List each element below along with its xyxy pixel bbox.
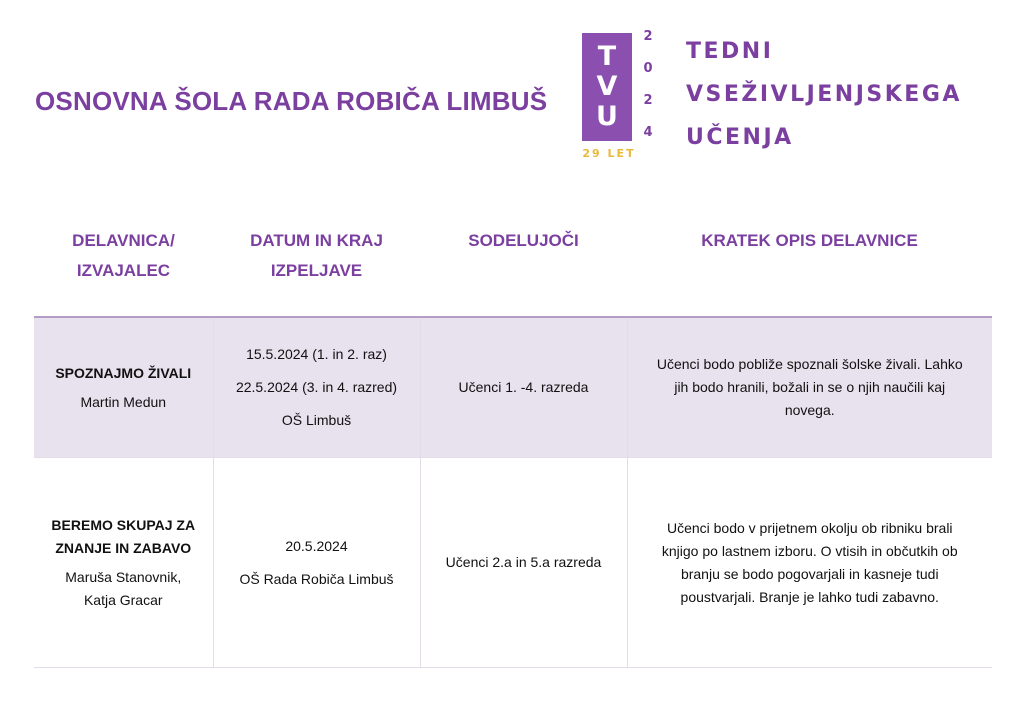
description-cell: Učenci bodo pobliže spoznali šolske živali. Lahko jih bodo hranili, božali in se o njih naučili kaj novega. [627,317,992,458]
logo-letter: U [596,101,618,132]
brand-line: UČENJA [686,125,794,150]
header-date-place: DATUM IN KRAJ IZPELJAVE [213,210,420,317]
date-place-cell [213,458,420,668]
table-row [34,458,992,668]
place-line: OŠ Limbuš [281,412,352,428]
header-workshop: DELAVNICA/ IZVAJALEC [34,210,213,317]
logo-year-digit: 4 [643,125,653,140]
logo-letter: T [597,41,617,72]
logo-subtitle: 29 LET [582,147,636,160]
workshop-table [34,210,992,668]
header-participants: SODELUJOČI [420,210,627,317]
logo-letter: V [596,71,618,102]
logo-year-digit: 2 [643,29,653,44]
date-line: 20.5.2024 [285,537,348,554]
workshop-cell [34,458,213,668]
participants-cell: Učenci 1. -4. razreda [420,317,627,458]
brand-line: TEDNI [686,39,774,64]
description-cell: Učenci bodo v prijetnem okolju ob ribniku brali knjigo po lastnem izboru. O vtisih in občutkih ob branju se bodo pogovarjali in kasneje tudi poustvarjali. Branje je lahko tudi zabavno. [627,458,992,668]
brand-line: VSEŽIVLJENJSKEGA [686,82,962,107]
workshop-name: BEREMO SKUPAJ ZA [51,516,196,533]
workshop-name: SPOZNAJMO ŽIVALI [55,364,192,381]
presenter: Maruša Stanovnik, [65,568,182,585]
date-place-cell [213,317,420,458]
workshop-name: ZNANJE IN ZABAVO [55,539,192,556]
participants-cell: Učenci 2.a in 5.a razreda [420,458,627,668]
date-line: 15.5.2024 (1. in 2. raz) [246,346,387,362]
logo-year [641,30,655,158]
date-line: 22.5.2024 (3. in 4. razred) [235,379,398,395]
workshop-cell [34,317,213,458]
table-row [34,317,992,458]
presenter: Katja Gracar [83,591,163,608]
logo-year-digit: 2 [643,93,653,108]
school-title: OSNOVNA ŠOLA RADA ROBIČA LIMBUŠ [35,86,548,116]
header-description: KRATEK OPIS DELAVNICE [627,210,992,317]
brand-title [686,30,962,159]
logo-year-digit: 0 [643,61,653,76]
presenter: Martin Medun [80,393,167,410]
place-line: OŠ Rada Robiča Limbuš [239,570,394,587]
table-header-row [34,210,992,317]
tvu-logo [582,33,632,141]
